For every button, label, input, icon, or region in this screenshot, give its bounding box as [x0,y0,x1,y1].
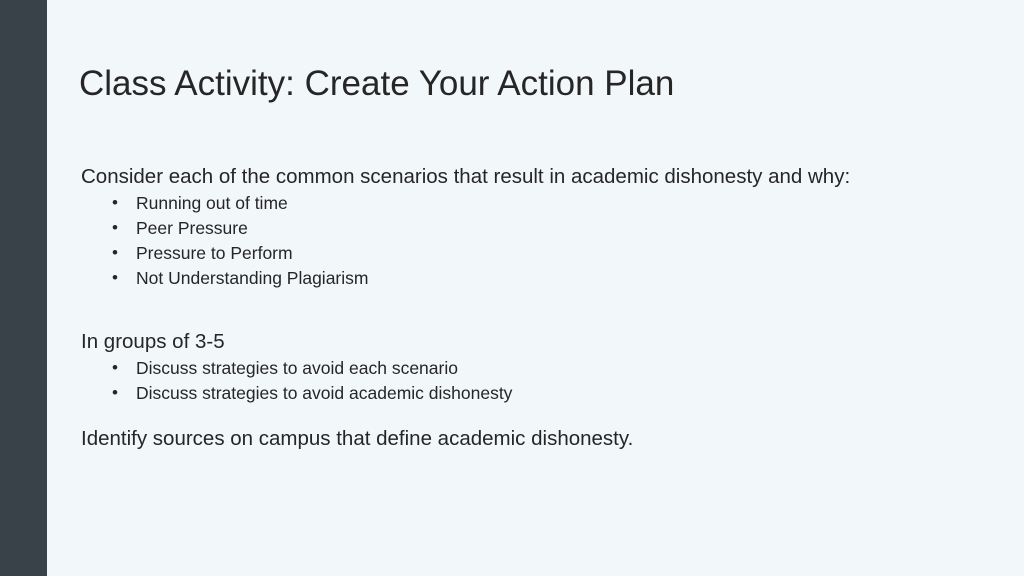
list-item [81,356,941,381]
groups-heading: In groups of 3-5 [81,330,225,353]
task-label: Discuss strategies to avoid each scenario [136,358,458,378]
list-item [81,241,941,266]
bullet-icon: • [112,383,118,402]
slide-title: Class Activity: Create Your Action Plan [79,64,675,103]
bullet-icon: • [112,218,118,237]
scenario-label: Pressure to Perform [136,243,293,263]
scenario-label: Running out of time [136,193,288,213]
task-label: Discuss strategies to avoid academic dishonesty [136,383,513,403]
group-task-list [81,356,941,406]
slide-body [81,164,941,451]
list-item [81,381,941,406]
intro-text: Consider each of the common scenarios that result in academic dishonesty and why: [81,165,851,188]
bullet-icon: • [112,358,118,377]
bullet-icon: • [112,268,118,287]
list-item [81,216,941,241]
bullet-icon: • [112,193,118,212]
scenario-label: Not Understanding Plagiarism [136,268,369,288]
list-item [81,266,941,291]
side-accent-bar [0,0,47,576]
scenario-list [81,191,941,291]
closing-text: Identify sources on campus that define academic dishonesty. [81,427,634,450]
bullet-icon: • [112,243,118,262]
list-item [81,191,941,216]
scenario-label: Peer Pressure [136,218,248,238]
